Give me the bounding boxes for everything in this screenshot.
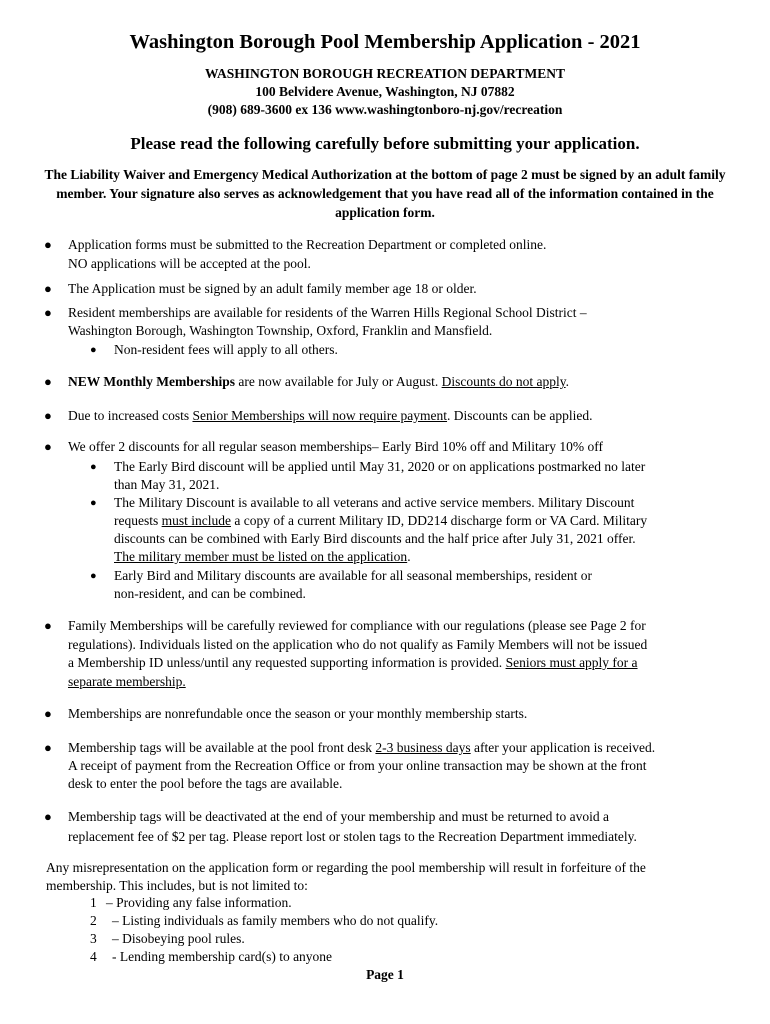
bullet-text: We offer 2 discounts for all regular season memberships– Early Bird 10% off and Military 10% off — [68, 439, 604, 454]
underlined-text: The military member must be listed on the application — [114, 549, 408, 564]
text-span: . — [565, 374, 569, 389]
bullet-icon: ● — [44, 305, 52, 320]
text-span: a copy of a current Military ID, DD214 discharge form or VA Card. Military — [231, 513, 648, 528]
page-number: Page 1 — [366, 967, 404, 982]
underlined-text: Seniors must apply for a — [505, 655, 638, 670]
sub-bullet-text: The Early Bird discount will be applied until May 31, 2020 or on applications postmarked no later — [114, 459, 646, 474]
underlined-text: Discounts do not apply — [441, 374, 566, 389]
bullet-text: desk to enter the pool before the tags are available. — [68, 776, 343, 791]
underlined-text: separate membership. — [68, 674, 186, 689]
sub-bullet-text: The Military Discount is available to all veterans and active service members. Military Discount — [114, 495, 635, 510]
list-item: – Disobeying pool rules. — [112, 931, 245, 946]
list-number: 4 — [90, 949, 97, 964]
bullet-text — [68, 673, 186, 691]
bullet-icon: ● — [44, 281, 52, 296]
underlined-text: must include — [161, 513, 231, 528]
bullet-text: replacement fee of $2 per tag. Please report lost or stolen tags to the Recreation Department immediately. — [68, 829, 637, 844]
bullet-text: A receipt of payment from the Recreation Office or from your online transaction may be shown at the front — [68, 758, 647, 773]
bullet-text: Memberships are nonrefundable once the season or your monthly membership starts. — [68, 706, 528, 721]
underlined-text: Senior Memberships will now require payment — [192, 408, 448, 423]
bullet-text: Washington Borough, Washington Township, Oxford, Franklin and Mansfield. — [68, 323, 493, 338]
sub-bullet-text — [114, 512, 647, 530]
bullet-icon: ● — [44, 408, 52, 423]
department-name: WASHINGTON BOROUGH RECREATION DEPARTMENT — [205, 66, 565, 81]
list-number: 1 — [90, 895, 97, 910]
sub-bullet-icon: ● — [90, 461, 97, 473]
list-item: – Providing any false information. — [106, 895, 292, 910]
text-span: Due to increased costs — [68, 408, 193, 423]
department-address: 100 Belvidere Avenue, Washington, NJ 07882 — [255, 84, 515, 99]
bullet-icon: ● — [44, 237, 52, 252]
bold-text: NEW Monthly Memberships — [68, 374, 236, 389]
bullet-text: The Application must be signed by an adult family member age 18 or older. — [68, 281, 477, 296]
list-item: - Lending membership card(s) to anyone — [112, 949, 333, 964]
bullet-icon: ● — [44, 618, 52, 633]
bullet-icon: ● — [44, 374, 52, 389]
list-number: 2 — [90, 913, 97, 928]
misrepresentation-text: membership. This includes, but is not limited to: — [46, 878, 308, 893]
misrepresentation-text: Any misrepresentation on the application form or regarding the pool membership will result in forfeiture of the — [46, 860, 646, 875]
text-span: are now available for July or August. — [235, 374, 442, 389]
text-span: requests — [114, 513, 162, 528]
bullet-icon: ● — [44, 740, 52, 755]
underlined-text: 2-3 business days — [375, 740, 471, 755]
sub-bullet-icon: ● — [90, 497, 97, 509]
sub-bullet-text: discounts can be combined with Early Bird discounts and the half price after July 31, 2021 offer. — [114, 531, 636, 546]
page-title: Washington Borough Pool Membership Application - 2021 — [129, 31, 641, 53]
bullet-text: Membership tags will be deactivated at the end of your membership and must be returned to avoid a — [68, 809, 609, 824]
sub-bullet-text: Early Bird and Military discounts are available for all seasonal memberships, resident or — [114, 568, 592, 583]
text-span: Membership tags will be available at the pool front desk — [68, 740, 376, 755]
bullet-text: regulations). Individuals listed on the application who do not qualify as Family Members will not be issued — [68, 637, 648, 652]
sub-bullet-icon: ● — [90, 344, 97, 356]
bullet-text — [68, 407, 593, 425]
text-span: a Membership ID unless/until any requested supporting information is provided. — [68, 655, 506, 670]
text-span: . — [407, 549, 411, 564]
bullet-text — [68, 739, 655, 757]
sub-bullet-text: than May 31, 2021. — [114, 477, 220, 492]
bullet-text: NO applications will be accepted at the pool. — [68, 256, 311, 271]
bullet-text: Resident memberships are available for residents of the Warren Hills Regional School District – — [68, 305, 587, 320]
bullet-icon: ● — [44, 706, 52, 721]
bullet-text: Application forms must be submitted to the Recreation Department or completed online. — [68, 237, 547, 252]
list-number: 3 — [90, 931, 97, 946]
waiver-notice: The Liability Waiver and Emergency Medical Authorization at the bottom of page 2 must be signed by an adult family member. Your signature also serves as acknowledgement that you have read all of the information contained in the application form. — [44, 167, 726, 220]
bullet-text — [68, 654, 638, 672]
text-span: . Discounts can be applied. — [447, 408, 593, 423]
text-span: after your application is received. — [470, 740, 656, 755]
bullet-icon: ● — [44, 809, 52, 824]
sub-bullet-text: non-resident, and can be combined. — [114, 586, 306, 601]
bullet-text — [68, 373, 569, 391]
sub-bullet-text: Non-resident fees will apply to all others. — [114, 342, 338, 357]
sub-bullet-icon: ● — [90, 570, 97, 582]
bullet-icon: ● — [44, 439, 52, 454]
list-item: – Listing individuals as family members who do not qualify. — [112, 913, 439, 928]
sub-bullet-text — [114, 548, 411, 566]
department-contact: (908) 689-3600 ex 136 www.washingtonboro-nj.gov/recreation — [207, 102, 563, 117]
bullet-text: Family Memberships will be carefully reviewed for compliance with our regulations (please see Page 2 for — [68, 618, 646, 633]
notice-heading: Please read the following carefully before submitting your application. — [130, 134, 640, 153]
